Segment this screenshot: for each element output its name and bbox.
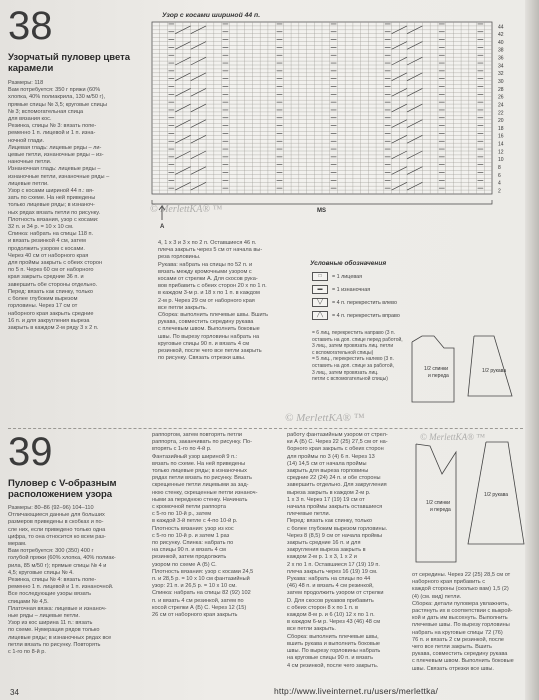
- legend-cable-notes: [312, 330, 422, 383]
- legend-item: [312, 272, 422, 281]
- text-line: Рукава: набрать на спицы по 44: [287, 576, 371, 583]
- legend-symbol-icon: ╱╲: [312, 311, 328, 320]
- pattern-39-text-col1: [8, 505, 148, 675]
- svg-text:1/2 спинки: 1/2 спинки: [426, 500, 451, 506]
- text-line: 16 п. и для закругления выреза: [8, 317, 90, 324]
- section-separator: [8, 428, 523, 429]
- text-line: для проймы по 3 (4) 6 п. Через 13: [287, 453, 375, 460]
- pattern-38-title: Узорчатый пуловер цвета карамели: [8, 52, 131, 74]
- text-line: 3 лиц., затем провязать лиц.: [312, 369, 379, 376]
- text-line: продолжить узором с косами.: [8, 245, 85, 252]
- pattern-number-38: 38: [8, 4, 53, 48]
- text-line: наборного края закрыть средние: [8, 310, 94, 317]
- text-line: ременно 1 п. лицевой и 1 п. изнаночной.: [8, 584, 114, 591]
- text-line: 32 п. и 34 р. = 10 х 10 см.: [8, 224, 74, 231]
- legend-title: Условные обозначения: [310, 260, 387, 267]
- text-line: завершить отдельно. Для закругления: [287, 482, 387, 489]
- pattern-38-schematic: [408, 334, 528, 406]
- chart-row-number: 18: [498, 125, 504, 132]
- watermark-2: © MerlettKA® ™: [285, 412, 365, 424]
- text-line: 2-м р. Через 29 см от наборного края: [158, 297, 255, 304]
- text-line: выреза закрыть в каждом 2-м р.: [287, 489, 371, 496]
- text-line: Отличающиеся данные для больших: [8, 512, 105, 519]
- text-line: с вспомогательной спицы): [312, 349, 374, 356]
- text-line: ременно 1 п. лицевой и 1 п. изна-: [8, 130, 96, 137]
- text-line: чего все петли закрыть. Вшить: [412, 644, 492, 651]
- source-url[interactable]: http://www.liveinternet.ru/users/merlettka/: [274, 686, 439, 696]
- page-binding-edge: [525, 0, 539, 700]
- text-line: вязать между кромочными узором с: [158, 268, 252, 275]
- text-line: Вам потребуется: 300 (350) 400 г: [8, 548, 94, 555]
- watermark-3: © MerlettKA® ™: [420, 432, 485, 442]
- text-line: Плотность вязания, узор с косами:: [8, 216, 99, 223]
- text-line: и вязать резинкой 4 см, затем: [8, 238, 86, 245]
- text-line: кой и дать им высохнуть. Выполнить: [412, 615, 508, 622]
- text-line: скрещенные петли лицевыми за зад-: [152, 482, 249, 489]
- text-line: 4,5; круговые спицы № 4.: [8, 569, 74, 576]
- text-line: цифра, то она относится ко всем раз-: [8, 533, 106, 540]
- text-line: круговые спицы 90 п. и вязать 4 см: [158, 340, 250, 347]
- text-line: Сборка: детали пуловера увлажнить,: [412, 600, 509, 607]
- chart-row-number: 14: [498, 141, 504, 148]
- text-line: № 3; вспомогательная спица: [8, 108, 84, 115]
- text-line: края закрыть средние 36 п. и: [8, 274, 84, 281]
- chart-title: Узор с косами шириной 44 п.: [162, 12, 261, 19]
- text-line: 4 см резинкой, после чего закрыть.: [287, 662, 379, 669]
- text-line: работу фантазийным узором от стрел-: [287, 432, 388, 438]
- text-line: голубой пряжи (60% хлопка, 40% полиак-: [8, 555, 116, 562]
- text-line: цевые петли, изнаночные ряды – из-: [8, 152, 104, 159]
- chart-row-number: 20: [498, 118, 504, 125]
- text-line: 2 х по 1 п. Оставшиеся 17 (19) 19 п.: [287, 561, 380, 568]
- text-line: лицевые ряды; в изнаночных рядах все: [8, 634, 112, 641]
- legend-item-text: = 1 изнаночная: [332, 286, 371, 293]
- text-line: в каждом 6-м р. Через 43 (46) 48 см: [287, 619, 381, 626]
- pattern-39-text-col3: [287, 432, 409, 675]
- text-line: в каждом 3-м р. и 18 х по 1 п. в каждом: [158, 290, 260, 297]
- chart-row-number: 44: [498, 24, 504, 31]
- text-line: все петли закрыть.: [287, 626, 336, 633]
- text-line: закрыть средние 16 п. и для: [287, 540, 361, 547]
- text-line: ные ряды – лицевые петли.: [8, 613, 80, 620]
- text-line: узор: 21 п. и 26,5 р. = 10 х 10 см.: [152, 583, 237, 590]
- text-line: Платочная вязка: лицевые и изнаноч-: [8, 605, 107, 612]
- text-line: Перед: вязать как спинку, только: [287, 518, 372, 525]
- text-line: п. и вязать 4 см резинкой, затем по: [152, 597, 244, 604]
- svg-text:и переда: и переда: [428, 373, 449, 379]
- text-line: = 5 лиц., перекрестить налево (3 п.: [312, 356, 394, 363]
- svg-text:и переда: и переда: [430, 507, 451, 513]
- svg-text:1/2 рукава: 1/2 рукава: [484, 492, 509, 498]
- text-line: для проймы закрыть с обеих сторон: [8, 260, 103, 267]
- text-line: в каждой 3-й петле с 4-по 10-й р.: [152, 518, 238, 525]
- chart-row-number: 16: [498, 133, 504, 140]
- text-line: горловины. Через 17 см от: [8, 303, 78, 310]
- text-line: Узор с косами шириной 44 п.: вя-: [8, 188, 94, 195]
- text-line: 3 лиц., затем провязать лиц. петли: [312, 343, 394, 350]
- text-line: оставить на доп. спице перед работой,: [312, 336, 403, 343]
- text-line: вязать по схеме. На ней приведены: [152, 460, 246, 467]
- chart-row-number: 30: [498, 78, 504, 85]
- text-line: спицами № 4,5.: [8, 598, 49, 605]
- legend-item-text: = 1 лицевая: [332, 273, 363, 280]
- text-line: закругления выреза закрыть в: [287, 547, 366, 554]
- text-line: швы. По вырезу горловины набрать: [287, 648, 381, 655]
- chart-row-number: 4: [498, 180, 501, 187]
- text-line: плеча закрыть через 5 см от начала вы-: [158, 247, 263, 254]
- legend-symbol-icon: ▬: [312, 285, 328, 294]
- text-line: с более глубоким вырезом горловины.: [287, 525, 388, 532]
- text-line: Вам потребуется: 350 г пряжи (60%: [8, 87, 101, 94]
- text-line: размеров приведены в скобках и по-: [8, 519, 104, 526]
- text-line: борного края закрыть с обеих сторон: [287, 446, 384, 453]
- chart-row-number: 40: [498, 39, 504, 46]
- text-line: зать по схеме. На ней приведены: [8, 195, 96, 202]
- text-line: с 5-го по 10-й р., затем: [152, 511, 212, 518]
- text-line: Плотность вязания: узор из кос: [152, 525, 234, 532]
- text-line: нюю стенку, скрещенные петли изнаноч-: [152, 489, 258, 496]
- legend-item: [312, 285, 422, 294]
- text-line: все петли закрыть.: [158, 304, 207, 311]
- text-line: набрать на круговые спицы 72 (76): [412, 629, 503, 636]
- legend-item: [312, 311, 422, 320]
- text-line: по рисунку. Спинка: набрать по: [152, 540, 234, 547]
- text-line: для вязания кос.: [8, 116, 52, 123]
- schematic-38-body-label: 1/2 спинки: [424, 366, 449, 372]
- text-line: Через 40 см от наборного края: [8, 252, 89, 259]
- text-line: ночной глади.: [8, 137, 45, 144]
- text-line: начала проймы закрыть оставшиеся: [287, 504, 383, 511]
- text-line: плечевые петли.: [287, 511, 331, 518]
- text-line: петли с вспомогательной спицы): [312, 376, 388, 383]
- pattern-39-title: Пуловер с V-образным расположением узора: [8, 478, 117, 500]
- text-line: мерам.: [8, 541, 27, 548]
- text-line: прямые спицы № 3,5; круговые спицы: [8, 101, 107, 108]
- text-line: швы. По вырезу горловины набрать на: [158, 333, 260, 340]
- text-line: лицевые петли.: [8, 180, 49, 187]
- text-line: только лицевые ряды; в изнаноч-: [8, 202, 95, 209]
- legend-item: [312, 298, 422, 307]
- chart-row-number: 28: [498, 86, 504, 93]
- text-line: плечевые швы. По вырезу горловины: [412, 622, 510, 629]
- text-line: Сборка: выполнить плечевые швы,: [287, 633, 379, 640]
- chart-row-number: 32: [498, 71, 504, 78]
- legend-symbol-icon: □: [312, 272, 328, 281]
- chart-row-number: 42: [498, 32, 504, 39]
- text-line: Размеры: 80–86 (92–96) 104–110: [8, 505, 94, 511]
- chart-arrow-label-a: A: [160, 224, 165, 228]
- text-line: оставить на доп. спице за работой,: [312, 362, 394, 369]
- text-line: швы. Связать отрезки все швы.: [412, 665, 494, 672]
- text-line: Плотность вязания: узор с косами 24,5: [152, 568, 254, 575]
- pattern-number-39: 39: [8, 430, 53, 474]
- text-line: каждом 2-м р. 1 х 3, 1 х 2 и: [287, 554, 357, 561]
- text-line: по схеме. Нумерация рядов только: [8, 627, 100, 634]
- text-line: реза горловины.: [158, 254, 201, 261]
- text-line: с обеих сторон 8 х по 1 п. в: [287, 604, 358, 611]
- text-line: резинкой, затем продолжить: [152, 554, 227, 561]
- chart-row-number: 22: [498, 110, 504, 117]
- text-line: ными за переднюю стенку. Начинать: [152, 496, 248, 503]
- text-line: Резинка, спицы № 4: вязать попе-: [8, 577, 97, 584]
- text-line: сле них, если приведено только одна: [8, 526, 106, 533]
- text-line: ных рядах вязать петли по рисунку.: [8, 209, 101, 216]
- text-line: с плечевым швом. Выполнить боковые: [158, 326, 260, 333]
- text-line: наборного края прибавить с: [412, 579, 486, 586]
- text-line: на круговые спицы 90 п. и вязать: [287, 655, 374, 662]
- text-line: каждом 8-м р. и 6 (10) 12 х по 1 п.: [287, 612, 375, 619]
- chart-row-number: 6: [498, 172, 501, 179]
- text-line: только лицевые ряды; в изнаночных: [152, 468, 247, 475]
- text-line: закрыть в каждом 2-м ряду 3 х 2 п.: [8, 324, 99, 331]
- text-line: вшить рукава и выполнить боковые: [287, 640, 380, 647]
- text-line: с более глубоким вырезом: [8, 296, 78, 303]
- text-line: вторять с 1-го по 4-й р.: [152, 446, 212, 453]
- text-line: с 1-го по 8-й р.: [8, 649, 46, 656]
- text-line: по 5 п. Через 60 см от наборного: [8, 267, 94, 274]
- text-line: растянуть их в соответствии с выкрой-: [412, 608, 513, 615]
- chart-row-number: 12: [498, 149, 504, 156]
- text-line: изнаночные петли, изнаночные ряды –: [8, 173, 110, 180]
- text-line: Через 8 (8,5) 9 см от начала проймы: [287, 532, 383, 539]
- text-line: закрыть для выреза горловины: [287, 468, 369, 475]
- text-line: Лицевая гладь: лицевые ряды – ли-: [8, 144, 102, 151]
- text-line: 1 х 3 п. Через 17 (19) 19 см от: [287, 496, 365, 503]
- text-line: (46) 48 п. и вязать 4 см резинкой,: [287, 583, 374, 590]
- text-line: Сборка: выполнить плечевые швы. Вшить: [158, 312, 269, 319]
- text-line: Перед: вязать как спинку, только: [8, 288, 93, 295]
- text-line: узором по схеме А (Б) С.: [152, 561, 217, 568]
- text-line: 76 п. и вязать 2 см резинкой, после: [412, 636, 505, 643]
- text-line: рядах петли вязать по рисунку. Вязать: [152, 475, 252, 482]
- pattern-38-text-col1: [8, 80, 150, 331]
- text-line: Резинка, спицы № 3: вязать попе-: [8, 123, 97, 130]
- chart-row-number: 24: [498, 102, 504, 109]
- chart-ms-label: MS: [317, 208, 326, 214]
- text-line: хлопка, 40% полиакрила, 130 м/50 г),: [8, 94, 106, 101]
- text-line: рукава, совместить середину рукава: [412, 651, 508, 658]
- text-line: петли вязать по рисунку. Повторять: [8, 641, 101, 648]
- pattern-39-text-col4: [412, 572, 528, 682]
- text-line: резинкой, после чего все петли закрыть: [158, 348, 262, 355]
- text-line: = 6 лиц, перекрестить направо (3 п.: [312, 330, 396, 336]
- chart-row-number: 36: [498, 55, 504, 62]
- text-line: 4, 1 х 3 и 3 х по 2 п. Оставшиеся 46 п.: [158, 240, 257, 246]
- legend-symbol-icon: ╲╱: [312, 298, 328, 307]
- legend-list: [312, 272, 422, 324]
- legend-item-text: = 4 п. перекрестить влево: [332, 299, 397, 306]
- chart-row-number: 10: [498, 157, 504, 164]
- text-line: на спицы 90 п. и вязать 4 см: [152, 547, 226, 554]
- text-line: Размеры: 118: [8, 80, 44, 86]
- pattern-38-text-col2: [158, 240, 298, 365]
- chart-row-number: 34: [498, 63, 504, 70]
- text-line: с плечевым швом. Выполнить боковые: [412, 658, 514, 665]
- text-line: Узор из кос ширина 11 п.: вязать: [8, 620, 93, 627]
- text-line: п. и 28,5 р. = 10 х 10 см фантазийный: [152, 576, 250, 583]
- text-line: косой стрелки А (Б) С. Через 12 (15): [152, 604, 247, 611]
- text-line: (4) (см. вид) петли.: [412, 593, 462, 600]
- text-line: (14) 14,5 см от начала проймы: [287, 460, 367, 467]
- chart-row-number: 38: [498, 47, 504, 54]
- text-line: Рукава: набрать на спицы по 52 п. и: [158, 261, 253, 268]
- text-line: D. Для скосов рукавов прибавить: [287, 597, 374, 604]
- legend-item-text: = 4 п. перекрестить вправо: [332, 312, 400, 319]
- text-line: раппорта, заканчивать по рисунку. По-: [152, 439, 252, 446]
- text-line: каждой стороны (сколько вам) 1,5 (2): [412, 586, 509, 593]
- text-line: от середины. Через 22 (25) 28,5 см от: [412, 572, 511, 578]
- text-line: вов прибавить с обеих сторон 20 х по 1 п.: [158, 283, 267, 290]
- chart-row-number: 2: [498, 188, 501, 195]
- text-line: с 5-го по 10-й р. и затем 1 раз: [152, 532, 230, 539]
- pattern-39-schematic: [412, 434, 528, 569]
- cable-knitting-chart: [148, 18, 528, 228]
- chart-row-number: 8: [498, 164, 501, 171]
- text-line: средние 22 (24) 24 п. и обе стороны: [287, 475, 381, 482]
- text-line: косами от стрелки А. Для скосов рука-: [158, 276, 258, 283]
- text-line: Спинка: набрать на спицы 82 (92) 102: [152, 590, 251, 597]
- text-line: Изнаночная гладь: лицевые ряды –: [8, 166, 101, 173]
- pattern-39-text-col2: [152, 432, 284, 675]
- text-line: ки А (Б) С. Через 22 (25) 27,5 см от на-: [287, 439, 388, 446]
- text-line: затем продолжить узором от стрелки: [287, 590, 384, 597]
- text-line: наночные петли.: [8, 159, 52, 166]
- text-line: с кромочной петли раппорта: [152, 504, 226, 511]
- text-line: рукава, совместить середину рукава: [158, 319, 254, 326]
- watermark-1: © MerlettKA® ™: [150, 204, 223, 215]
- schematic-38-sleeve-label: 1/2 рукава: [482, 368, 507, 374]
- text-line: по рисунку. Связать отрезки швы.: [158, 355, 246, 362]
- text-line: раппортом, затем повторять петли: [152, 432, 242, 438]
- text-line: Спинка: набрать на спицы 118 п.: [8, 231, 94, 238]
- text-line: Все последующие узоры вязать: [8, 591, 92, 598]
- chart-row-number: 26: [498, 94, 504, 101]
- text-line: 26 см от наборного края закрыть: [152, 612, 238, 619]
- text-line: плеча закрыть через 16 (19) 19 см.: [287, 568, 378, 575]
- text-line: рила, 85 м/50 г); прямые спицы № 4 и: [8, 562, 107, 569]
- text-line: завершить обе стороны отдельно.: [8, 281, 98, 288]
- text-line: Фантазийный узор шириной 9 п.:: [152, 453, 238, 460]
- page-number: 34: [10, 688, 19, 697]
